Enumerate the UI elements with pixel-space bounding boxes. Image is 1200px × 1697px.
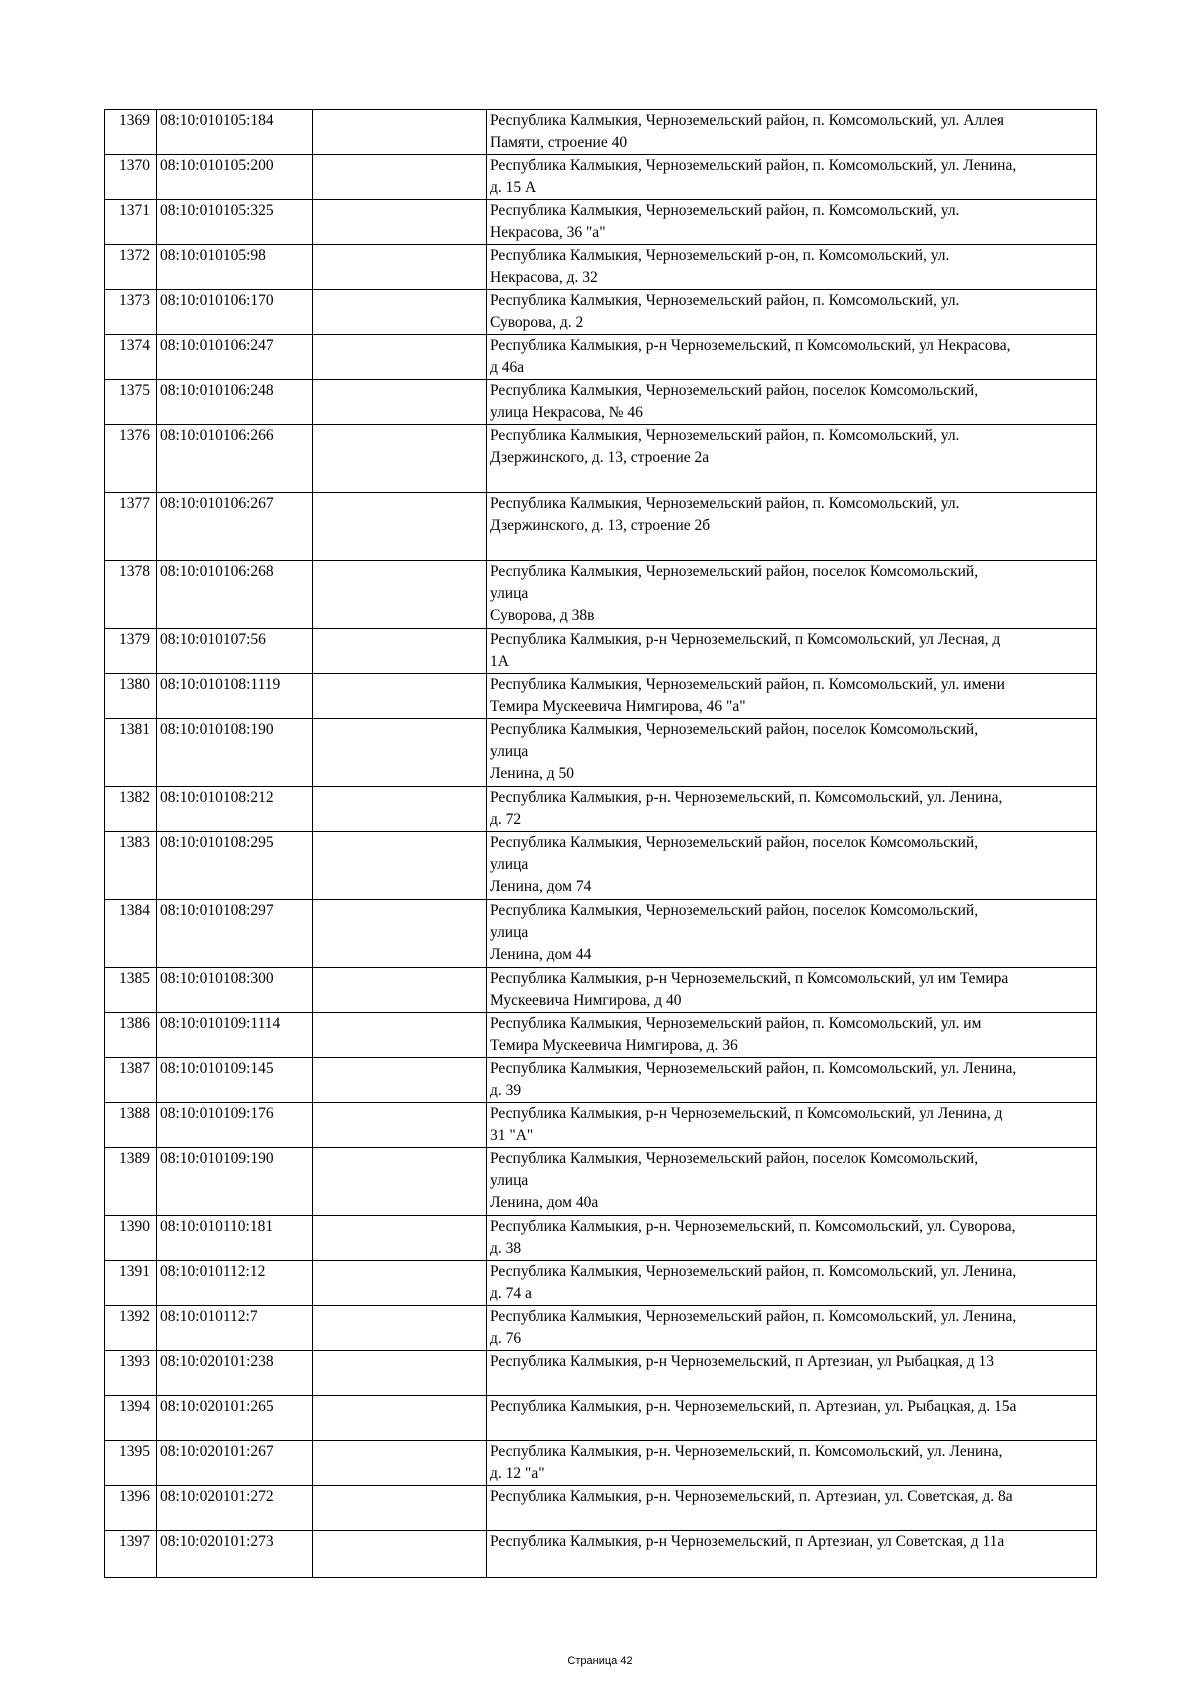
- cadastral-number-cell: 08:10:010106:247: [157, 335, 313, 380]
- row-number-cell: 1380: [105, 674, 157, 719]
- row-number-cell: 1377: [105, 493, 157, 561]
- row-number-cell: 1389: [105, 1148, 157, 1216]
- row-number-cell: 1386: [105, 1013, 157, 1058]
- address-cell: Республика Калмыкия, Черноземельский район, п. Комсомольский, ул. Ленина, д. 76: [487, 1306, 1097, 1351]
- address-cell: Республика Калмыкия, Черноземельский район, п. Комсомольский, ул. Некрасова, 36 "а": [487, 200, 1097, 245]
- address-cell: Республика Калмыкия, Черноземельский район, п. Комсомольский, ул. Дзержинского, д. 13, строение 2б: [487, 493, 1097, 561]
- table-row: [105, 1441, 1097, 1486]
- empty-cell: [313, 1261, 487, 1306]
- cadastral-number-cell: 08:10:010109:176: [157, 1103, 313, 1148]
- empty-cell: [313, 380, 487, 425]
- cadastral-number-cell: 08:10:010109:145: [157, 1058, 313, 1103]
- table-row: [105, 335, 1097, 380]
- cadastral-number-cell: 08:10:010109:1114: [157, 1013, 313, 1058]
- address-cell: Республика Калмыкия, Черноземельский район, п. Комсомольский, ул. Суворова, д. 2: [487, 290, 1097, 335]
- table-row: [105, 1306, 1097, 1351]
- table-row: [105, 290, 1097, 335]
- empty-cell: [313, 719, 487, 787]
- table-row: [105, 1216, 1097, 1261]
- table-row: [105, 1148, 1097, 1216]
- row-number-cell: 1383: [105, 832, 157, 900]
- empty-cell: [313, 787, 487, 832]
- data-table: [104, 109, 1097, 1578]
- address-cell: Республика Калмыкия, Черноземельский район, п. Комсомольский, ул. Ленина, д. 74 а: [487, 1261, 1097, 1306]
- table-row: [105, 155, 1097, 200]
- empty-cell: [313, 110, 487, 155]
- address-cell: Республика Калмыкия, Черноземельский район, п. Комсомольский, ул. Дзержинского, д. 13, строение 2а: [487, 425, 1097, 493]
- empty-cell: [313, 1216, 487, 1261]
- empty-cell: [313, 290, 487, 335]
- address-cell: Республика Калмыкия, Черноземельский район, п. Комсомольский, ул. имени Темира Мускеевича Нимгирова, 46 "а": [487, 674, 1097, 719]
- table-row: [105, 1103, 1097, 1148]
- cadastral-number-cell: 08:10:010107:56: [157, 629, 313, 674]
- table-row: [105, 674, 1097, 719]
- row-number-cell: 1373: [105, 290, 157, 335]
- cadastral-number-cell: 08:10:010108:297: [157, 900, 313, 968]
- empty-cell: [313, 245, 487, 290]
- address-cell: Республика Калмыкия, р-н. Черноземельский, п. Комсомольский, ул. Суворова, д. 38: [487, 1216, 1097, 1261]
- page-footer: [0, 1655, 1200, 1667]
- empty-cell: [313, 1148, 487, 1216]
- empty-cell: [313, 493, 487, 561]
- empty-cell: [313, 425, 487, 493]
- empty-cell: [313, 561, 487, 629]
- row-number-cell: 1379: [105, 629, 157, 674]
- table-row: [105, 1261, 1097, 1306]
- row-number-cell: 1372: [105, 245, 157, 290]
- row-number-cell: 1392: [105, 1306, 157, 1351]
- row-number-cell: 1387: [105, 1058, 157, 1103]
- cadastral-number-cell: 08:10:010112:12: [157, 1261, 313, 1306]
- table-row: [105, 200, 1097, 245]
- empty-cell: [313, 1351, 487, 1396]
- address-cell: Республика Калмыкия, Черноземельский район, поселок Комсомольский, улица Суворова, д 38в: [487, 561, 1097, 629]
- row-number-cell: 1369: [105, 110, 157, 155]
- empty-cell: [313, 1013, 487, 1058]
- row-number-cell: 1378: [105, 561, 157, 629]
- cadastral-number-cell: 08:10:010108:212: [157, 787, 313, 832]
- cadastral-number-cell: 08:10:020101:273: [157, 1531, 313, 1578]
- cadastral-number-cell: 08:10:010110:181: [157, 1216, 313, 1261]
- table-row: [105, 629, 1097, 674]
- address-cell: Республика Калмыкия, р-н. Черноземельский, п. Комсомольский, ул. Ленина, д. 12 "а": [487, 1441, 1097, 1486]
- empty-cell: [313, 1103, 487, 1148]
- row-number-cell: 1375: [105, 380, 157, 425]
- row-number-cell: 1390: [105, 1216, 157, 1261]
- empty-cell: [313, 832, 487, 900]
- address-cell: Республика Калмыкия, р-н Черноземельский, п Комсомольский, ул Лесная, д 1А: [487, 629, 1097, 674]
- cadastral-number-cell: 08:10:010105:325: [157, 200, 313, 245]
- address-cell: Республика Калмыкия, Черноземельский район, поселок Комсомольский, улица Ленина, дом 40а: [487, 1148, 1097, 1216]
- cadastral-number-cell: 08:10:010106:266: [157, 425, 313, 493]
- row-number-cell: 1371: [105, 200, 157, 245]
- cadastral-number-cell: 08:10:020101:238: [157, 1351, 313, 1396]
- empty-cell: [313, 200, 487, 245]
- empty-cell: [313, 900, 487, 968]
- cadastral-number-cell: 08:10:010105:98: [157, 245, 313, 290]
- address-cell: Республика Калмыкия, Черноземельский район, п. Комсомольский, ул. Ленина, д. 39: [487, 1058, 1097, 1103]
- table-row: [105, 832, 1097, 900]
- table-row: [105, 1351, 1097, 1396]
- row-number-cell: 1391: [105, 1261, 157, 1306]
- table-row: [105, 425, 1097, 493]
- address-cell: Республика Калмыкия, Черноземельский район, п. Комсомольский, ул. Ленина, д. 15 А: [487, 155, 1097, 200]
- cadastral-number-cell: 08:10:020101:272: [157, 1486, 313, 1531]
- empty-cell: [313, 1531, 487, 1578]
- cadastral-number-cell: 08:10:010108:295: [157, 832, 313, 900]
- address-cell: Республика Калмыкия, р-н Черноземельский, п Артезиан, ул Советская, д 11а: [487, 1531, 1097, 1578]
- table-row: [105, 110, 1097, 155]
- empty-cell: [313, 155, 487, 200]
- cadastral-number-cell: 08:10:010108:190: [157, 719, 313, 787]
- empty-cell: [313, 335, 487, 380]
- address-cell: Республика Калмыкия, Черноземельский район, поселок Комсомольский, улица Некрасова, № 46: [487, 380, 1097, 425]
- row-number-cell: 1370: [105, 155, 157, 200]
- empty-cell: [313, 629, 487, 674]
- address-cell: Республика Калмыкия, Черноземельский район, п. Комсомольский, ул. Аллея Памяти, строение 40: [487, 110, 1097, 155]
- row-number-cell: 1381: [105, 719, 157, 787]
- cadastral-number-cell: 08:10:010105:200: [157, 155, 313, 200]
- table-row: [105, 1486, 1097, 1531]
- address-cell: Республика Калмыкия, р-н Черноземельский, п Артезиан, ул Рыбацкая, д 13: [487, 1351, 1097, 1396]
- cadastral-number-cell: 08:10:010106:268: [157, 561, 313, 629]
- row-number-cell: 1397: [105, 1531, 157, 1578]
- table-row: [105, 719, 1097, 787]
- row-number-cell: 1374: [105, 335, 157, 380]
- row-number-cell: 1394: [105, 1396, 157, 1441]
- cadastral-number-cell: 08:10:010105:184: [157, 110, 313, 155]
- table-row: [105, 380, 1097, 425]
- address-cell: Республика Калмыкия, Черноземельский район, поселок Комсомольский, улица Ленина, дом 74: [487, 832, 1097, 900]
- cadastral-number-cell: 08:10:020101:265: [157, 1396, 313, 1441]
- row-number-cell: 1385: [105, 968, 157, 1013]
- empty-cell: [313, 1396, 487, 1441]
- row-number-cell: 1388: [105, 1103, 157, 1148]
- table-row: [105, 900, 1097, 968]
- empty-cell: [313, 674, 487, 719]
- cadastral-number-cell: 08:10:010112:7: [157, 1306, 313, 1351]
- cadastral-number-cell: 08:10:020101:267: [157, 1441, 313, 1486]
- address-cell: Республика Калмыкия, р-н. Черноземельский, п. Комсомольский, ул. Ленина, д. 72: [487, 787, 1097, 832]
- row-number-cell: 1376: [105, 425, 157, 493]
- row-number-cell: 1384: [105, 900, 157, 968]
- cadastral-number-cell: 08:10:010106:248: [157, 380, 313, 425]
- address-cell: Республика Калмыкия, Черноземельский район, поселок Комсомольский, улица Ленина, д 50: [487, 719, 1097, 787]
- table-row: [105, 787, 1097, 832]
- address-cell: Республика Калмыкия, р-н Черноземельский, п Комсомольский, ул Ленина, д 31 "А": [487, 1103, 1097, 1148]
- empty-cell: [313, 1486, 487, 1531]
- cadastral-number-cell: 08:10:010108:1119: [157, 674, 313, 719]
- address-cell: Республика Калмыкия, р-н Черноземельский, п Комсомольский, ул Некрасова, д 46а: [487, 335, 1097, 380]
- address-cell: Республика Калмыкия, р-н. Черноземельский, п. Артезиан, ул. Рыбацкая, д. 15а: [487, 1396, 1097, 1441]
- empty-cell: [313, 1058, 487, 1103]
- empty-cell: [313, 1306, 487, 1351]
- table-row: [105, 561, 1097, 629]
- address-cell: Республика Калмыкия, р-н. Черноземельский, п. Артезиан, ул. Советская, д. 8а: [487, 1486, 1097, 1531]
- address-cell: Республика Калмыкия, Черноземельский район, поселок Комсомольский, улица Ленина, дом 44: [487, 900, 1097, 968]
- cadastral-number-cell: 08:10:010106:267: [157, 493, 313, 561]
- table-body: [105, 110, 1097, 1578]
- address-cell: Республика Калмыкия, р-н Черноземельский, п Комсомольский, ул им Темира Мускеевича Нимгирова, д 40: [487, 968, 1097, 1013]
- empty-cell: [313, 968, 487, 1013]
- page-number: Страница 42: [567, 1655, 633, 1667]
- table-row: [105, 968, 1097, 1013]
- table-row: [105, 493, 1097, 561]
- row-number-cell: 1395: [105, 1441, 157, 1486]
- address-cell: Республика Калмыкия, Черноземельский район, п. Комсомольский, ул. им Темира Мускеевича Нимгирова, д. 36: [487, 1013, 1097, 1058]
- row-number-cell: 1382: [105, 787, 157, 832]
- table-row: [105, 245, 1097, 290]
- cadastral-number-cell: 08:10:010106:170: [157, 290, 313, 335]
- empty-cell: [313, 1441, 487, 1486]
- row-number-cell: 1393: [105, 1351, 157, 1396]
- row-number-cell: 1396: [105, 1486, 157, 1531]
- table-row: [105, 1531, 1097, 1578]
- table-row: [105, 1058, 1097, 1103]
- cadastral-number-cell: 08:10:010109:190: [157, 1148, 313, 1216]
- address-cell: Республика Калмыкия, Черноземельский р-он, п. Комсомольский, ул. Некрасова, д. 32: [487, 245, 1097, 290]
- table-row: [105, 1396, 1097, 1441]
- table-row: [105, 1013, 1097, 1058]
- cadastral-number-cell: 08:10:010108:300: [157, 968, 313, 1013]
